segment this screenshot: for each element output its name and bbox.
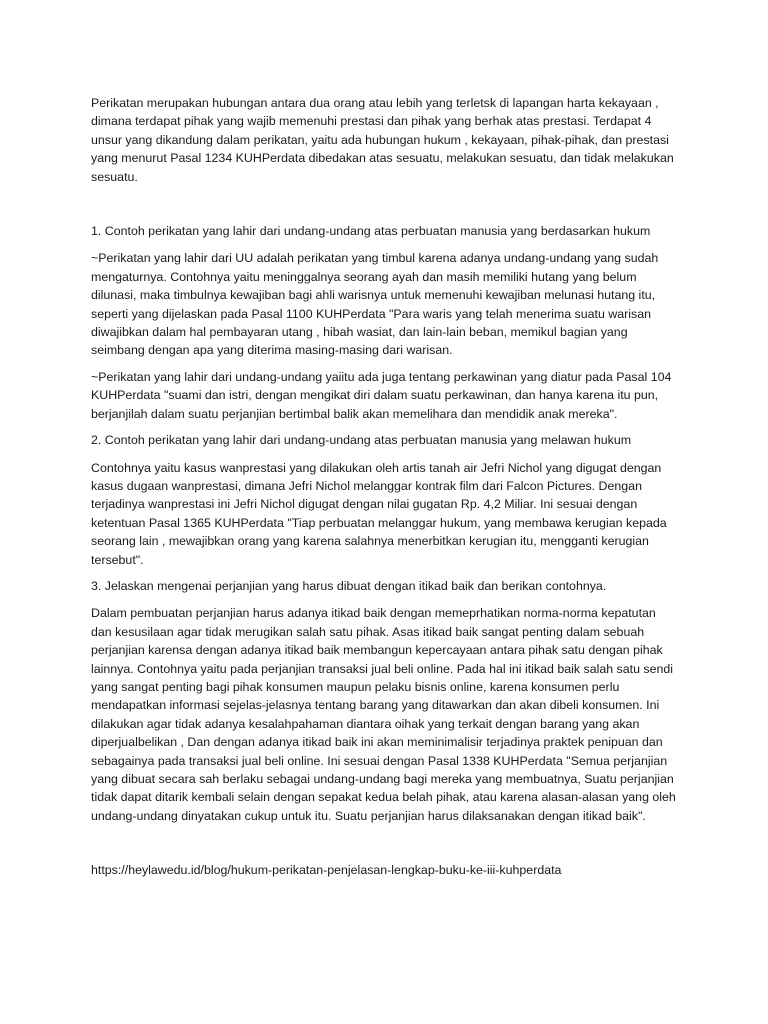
document-body xyxy=(91,94,677,880)
question-2: 2. Contoh perikatan yang lahir dari undang-undang atas perbuatan manusia yang melawan hukum xyxy=(91,433,632,448)
question-1: 1. Contoh perikatan yang lahir dari undang-undang atas perbuatan manusia yang berdasarkan hukum xyxy=(91,224,651,239)
intro-paragraph: Perikatan merupakan hubungan antara dua orang atau lebih yang terletsk di lapangan harta kekayaan , dimana terdapat pihak yang wajib memenuhi prestasi dan pihak yang berhak atas prestasi. Terdapat 4 unsur yang dikandung dalam perikatan, yaitu ada hubungan hukum , kekayaan, pihak-pihak, dan prestasi yang menurut Pasal 1234 KUHPerdata dibedakan atas sesuatu, melakukan sesuatu, dan tidak melakukan sesuatu. xyxy=(91,96,674,184)
answer-3-paragraph: Dalam pembuatan perjanjian harus adanya itikad baik dengan memeprhatikan norma-norma kepatutan dan kesusilaan agar tidak merugikan salah satu pihak. Asas itikad baik sangat penting dalam sebuah perjanjian karensa dengan adanya itikad baik membangun kepercayaan antara pihak satu dengan pihak lainnya. Contohnya yaitu pada perjanjian transaksi jual beli online. Pada hal ini itikad baik salah satu sendi yang sangat penting bagi pihak konsumen maupun pelaku bisnis online, karena konsumen perlu mendapatkan informasi sejelas-jelasnya tentang barang yang ditawarkan dan akan dibeli konsumen. Ini dilakukan agar tidak adanya kesalahpahaman diantara oihak yang terkait dengan barang yang akan diperjualbelikan , Dan dengan adanya itikad baik ini akan meminimalisir terjadinya praktek penipuan dan sebagainya pada transaksi jual beli online. Ini sesuai dengan Pasal 1338 KUHPerdata "Semua perjanjian yang dibuat secara sah berlaku sebagai undang-undang bagi mereka yang membuatnya, Suatu perjanjian tidak dapat ditarik kembali selain dengan sepakat kedua belah pihak, atau karena alasan-alasan yang oleh undang-undang dinyatakan cukup untuk itu. Suatu perjanjian harus dilaksanakan dengan itikad baik". xyxy=(91,606,676,823)
source-url: https://heylawedu.id/blog/hukum-perikatan-penjelasan-lengkap-buku-ke-iii-kuhperdata xyxy=(91,863,562,878)
answer-1-paragraph-1: ~Perikatan yang lahir dari UU adalah perikatan yang timbul karena adanya undang-undang yang sudah mengaturnya. Contohnya yaitu meninggalnya seorang ayah dan masih memiliki hutang yang belum dilunasi, maka timbulnya kewajiban bagi ahli warisnya untuk memenuhi kewajiban melunasi hutang itu, seperti yang dijelaskan pada Pasal 1100 KUHPerdata "Para waris yang telah menerima suatu warisan diwajibkan dalam hal pembayaran utang , hibah wasiat, dan lain-lain beban, memikul bagian yang seimbang dengan apa yang diterima masing-masing dari warisan. xyxy=(91,251,659,358)
question-3: 3. Jelaskan mengenai perjanjian yang harus dibuat dengan itikad baik dan berikan contohnya. xyxy=(91,578,607,593)
answer-1-paragraph-2: ~Perikatan yang lahir dari undang-undang yaiitu ada juga tentang perkawinan yang diatur pada Pasal 104 KUHPerdata "suami dan istri, dengan mengikat diri dalam suatu perkawinan, dan hanya karena itu pun, berjanjilah dalam suatu perjanjian bertimbal balik akan memelihara dan mendidik anak mereka". xyxy=(91,369,672,421)
answer-2-paragraph: Contohnya yaitu kasus wanprestasi yang dilakukan oleh artis tanah air Jefri Nichol yang digugat dengan kasus dugaan wanprestasi, dimana Jefri Nichol melanggar kontrak film dari Falcon Pictures. Dengan terjadinya wanprestasi ini Jefri Nichol digugat dengan nilai gugatan Rp. 4,2 Miliar. Ini sesuai dengan ketentuan Pasal 1365 KUHPerdata "Tiap perbuatan melanggar hukum, yang membawa kerugian kepada seorang lain , mewajibkan orang yang karena salahnya menerbitkan kerugian itu, mengganti kerugian tersebut". xyxy=(91,460,667,567)
